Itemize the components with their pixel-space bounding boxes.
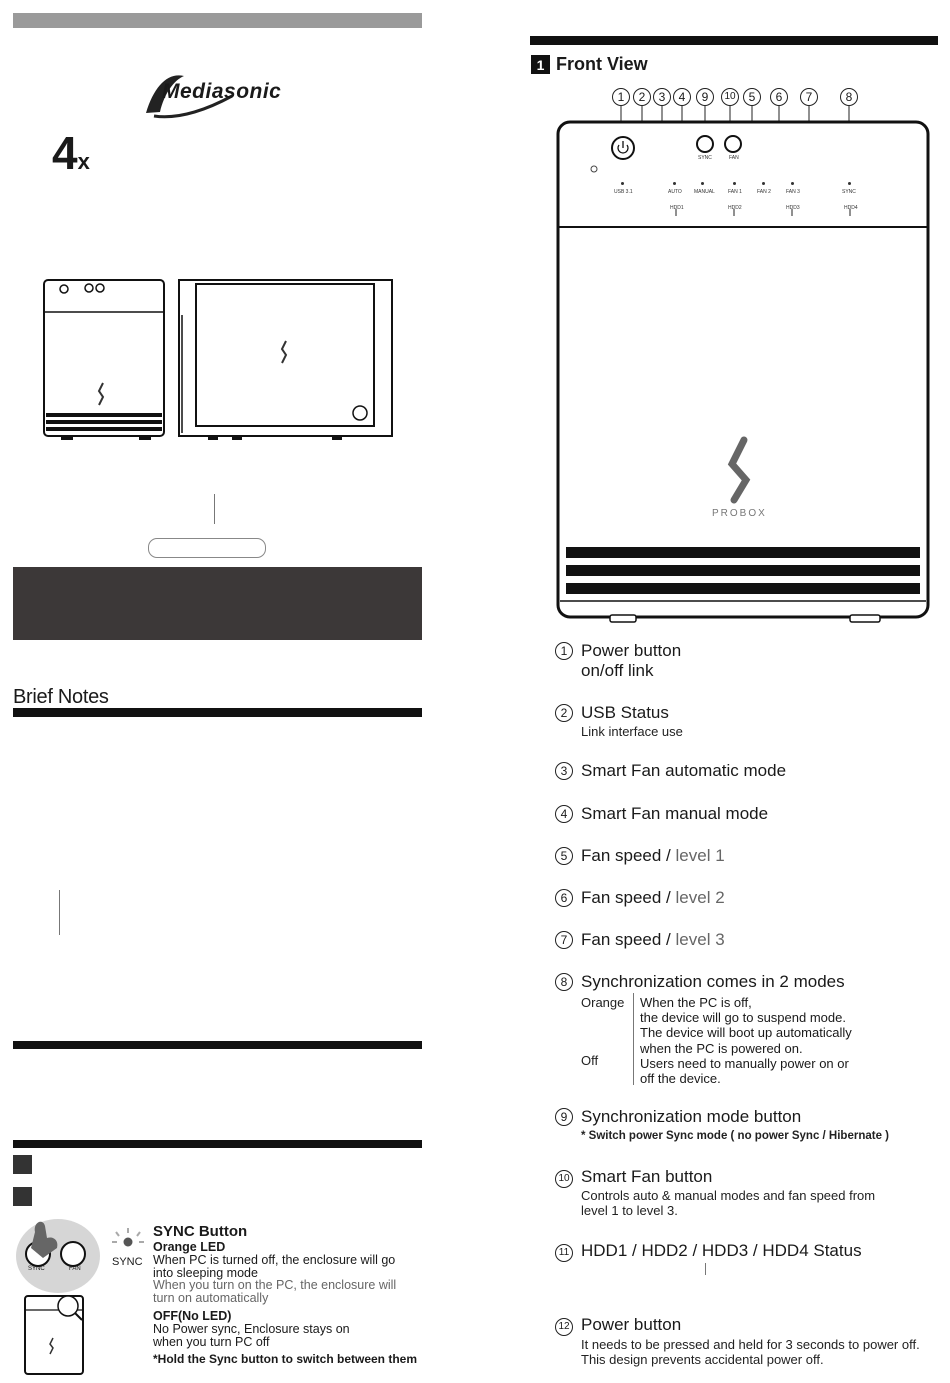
item-9: 9 Synchronization mode button * Switch power Sync mode ( no power Sync / Hibernate ) <box>555 1108 573 1126</box>
led-label-manual: MANUAL <box>694 189 715 195</box>
led-dot-manual <box>701 182 704 185</box>
front-view-top-rule <box>530 36 938 45</box>
sync-hold-note: *Hold the Sync button to switch between them <box>153 1352 418 1366</box>
led-dot-fan2 <box>762 182 765 185</box>
item-7: 7 Fan speed / level 3 <box>555 931 573 949</box>
divider-line <box>214 494 215 524</box>
device-fan-label: FAN <box>729 155 739 161</box>
callout-9: 9 <box>696 88 714 106</box>
item-12: 12 Power button It needs to be pressed and held for 3 seconds to power off. This design prevents accidental power off. <box>555 1316 573 1336</box>
callout-1: 1 <box>612 88 630 106</box>
item-6: 6 Fan speed / level 2 <box>555 889 573 907</box>
item-2: 2 USB Status Link interface use <box>555 704 573 722</box>
callout-7: 7 <box>800 88 818 106</box>
led-label-fan2: FAN 2 <box>757 189 771 195</box>
device-sync-label: SYNC <box>698 155 712 161</box>
led-dot-sync <box>848 182 851 185</box>
led-label-sync: SYNC <box>842 189 856 195</box>
top-gray-bar <box>13 13 422 28</box>
front-view-title: Front View <box>556 54 648 74</box>
callout-8: 8 <box>840 88 858 106</box>
product-front-drawing <box>43 279 163 439</box>
item-4: 4 Smart Fan manual mode <box>555 805 573 823</box>
model-number: 4x <box>52 127 90 179</box>
sync-illustration <box>13 1218 103 1374</box>
sync-led-icon <box>108 1226 144 1254</box>
callout-10: 10 <box>721 88 739 106</box>
sync-btn-label: SYNC <box>28 1266 45 1272</box>
sync-button-info: SYNC Button Orange LED When PC is turned off, the enclosure will go into sleeping mode When you turn on the PC, the enclosure will turn on automatically OFF(No LED) No Power sync, Enclosure stays on when you turn PC off *Hold the Sync button to switch between them <box>153 1223 428 1366</box>
led-dot-auto <box>673 182 676 185</box>
sync-title: SYNC Button <box>153 1223 248 1240</box>
item-3: 3 Smart Fan automatic mode <box>555 762 573 780</box>
brief-notes-rule <box>13 708 422 717</box>
brand-logo <box>140 68 310 120</box>
device-front-drawing <box>550 96 935 626</box>
item-10: 10 Smart Fan button Controls auto & manual modes and fan speed from level 1 to level 3. <box>555 1168 573 1188</box>
callout-6: 6 <box>770 88 788 106</box>
led-label-auto: AUTO <box>668 189 682 195</box>
product-side-drawing <box>178 279 394 439</box>
led-dot-fan3 <box>791 182 794 185</box>
callout-2: 2 <box>633 88 651 106</box>
dark-banner <box>13 567 422 640</box>
section-rule-a <box>13 1041 422 1049</box>
off-led-title: OFF(No LED) <box>153 1309 232 1323</box>
hdd-label-4: HDD4 <box>844 205 858 211</box>
led-label-usb: USB 3.1 <box>614 189 633 195</box>
hdd-label-1: HDD1 <box>670 205 684 211</box>
hdd-label-3: HDD3 <box>786 205 800 211</box>
item-1: 1 Power button on/off link <box>555 642 573 660</box>
section-rule-b <box>13 1140 422 1148</box>
fan-btn-label: FAN <box>69 1266 81 1272</box>
sync-led-label: SYNC <box>112 1256 143 1268</box>
mode-divider <box>633 993 634 1085</box>
callout-3: 3 <box>653 88 671 106</box>
item-5: 5 Fan speed / level 1 <box>555 847 573 865</box>
orange-led-title: Orange LED <box>153 1240 226 1254</box>
led-dot-usb <box>621 182 624 185</box>
square-marker-1 <box>13 1155 32 1174</box>
item-8: 8 Synchronization comes in 2 modes Orange Off When the PC is off, the device will go to suspend mode. The device will boot up automatically when the PC is powered on. Users need to manually power on or off the device. <box>555 973 573 991</box>
led-dot-fan1 <box>733 182 736 185</box>
rounded-label-box <box>148 538 266 558</box>
note-divider <box>59 890 60 935</box>
hdd-label-2: HDD2 <box>728 205 742 211</box>
led-label-fan1: FAN 1 <box>728 189 742 195</box>
square-marker-2 <box>13 1187 32 1206</box>
callout-5: 5 <box>743 88 761 106</box>
item-11: 11 HDD1 / HDD2 / HDD3 / HDD4 Status <box>555 1242 573 1262</box>
callout-4: 4 <box>673 88 691 106</box>
brief-notes-title: Brief Notes <box>13 686 109 708</box>
device-probox-logo: PROBOX <box>712 508 767 519</box>
section-number-badge: 1 <box>531 55 550 74</box>
led-label-fan3: FAN 3 <box>786 189 800 195</box>
brand-name: Mediasonic <box>162 80 282 103</box>
